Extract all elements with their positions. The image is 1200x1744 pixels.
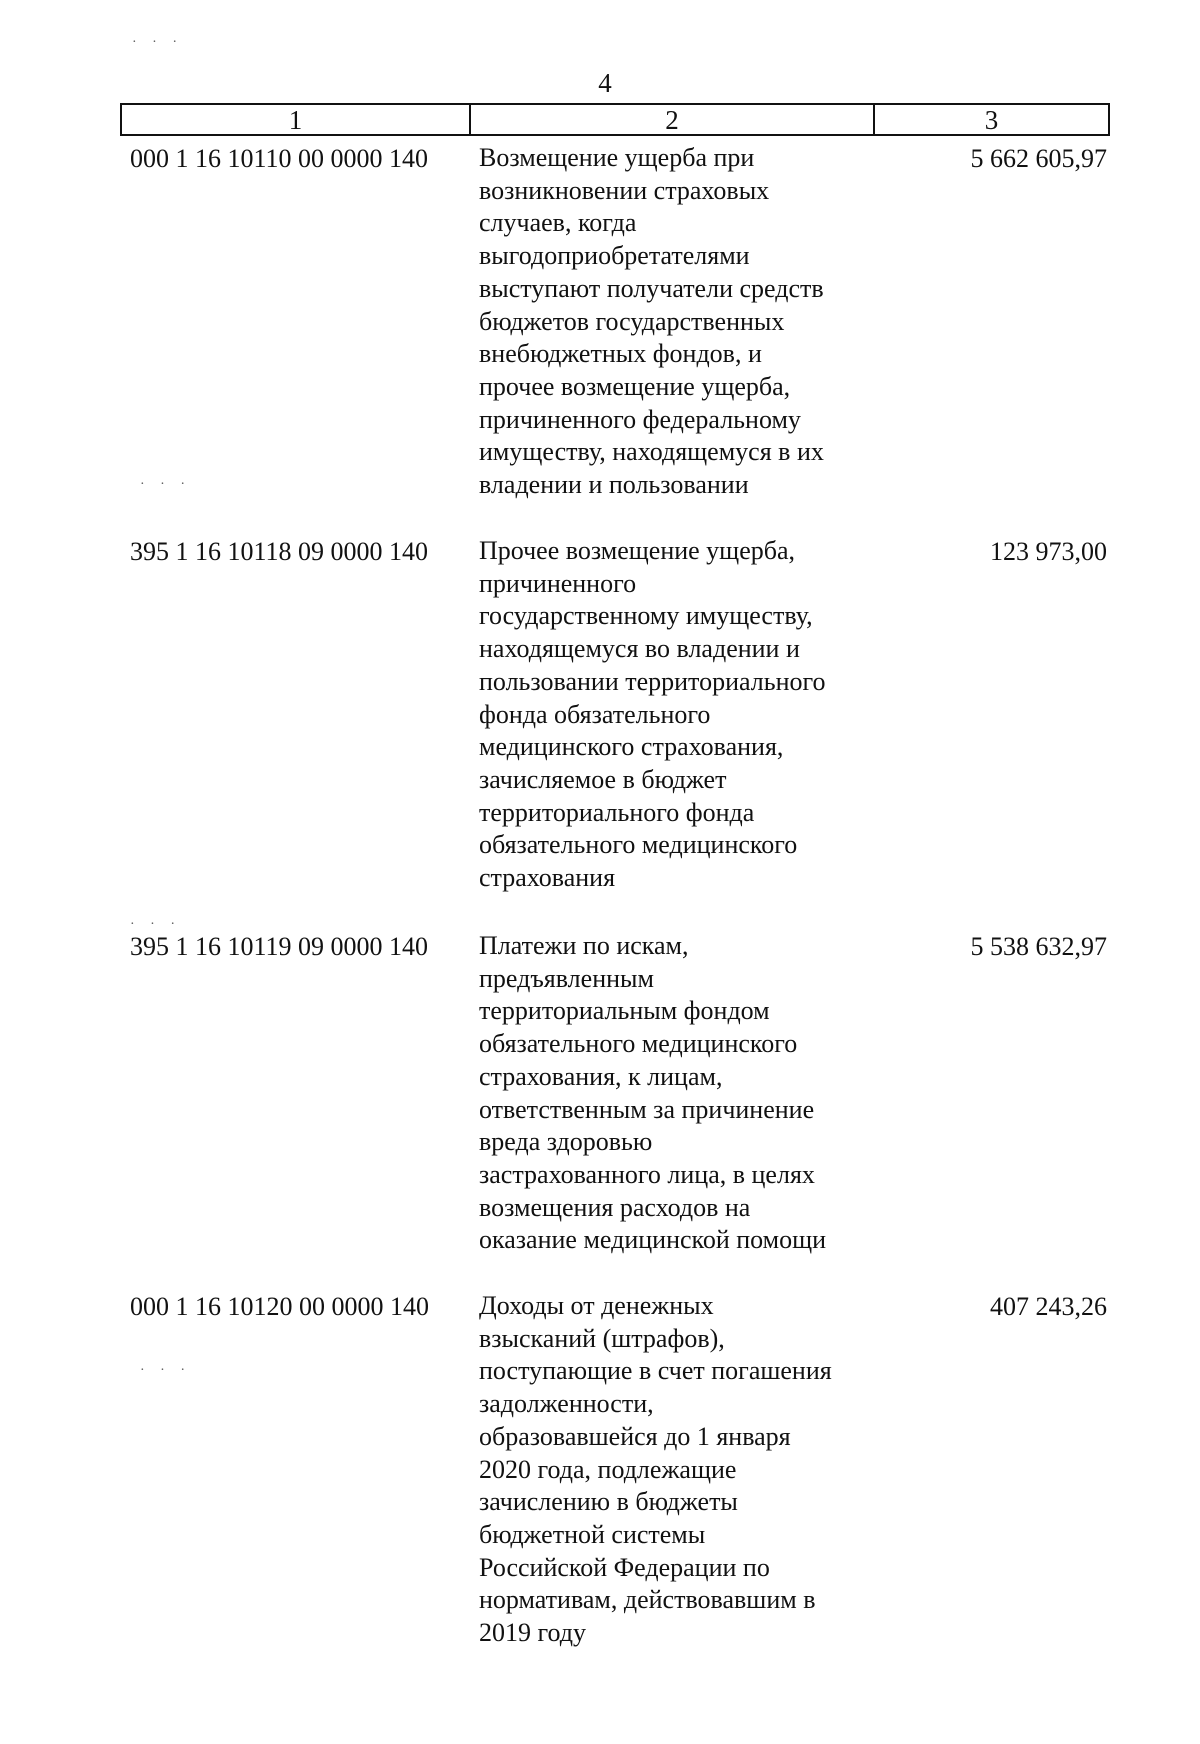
row-description [479,142,879,502]
description-line: образовавшейся до 1 января [479,1421,791,1451]
description-line: застрахованного лица, в целях [479,1159,815,1189]
scan-artifact-dots: · · · [130,917,181,932]
description-line: нормативам, действовавшим в [479,1585,816,1615]
row-amount: 5 538 632,97 [970,932,1107,961]
description-line: бюджетов государственных [479,306,785,336]
description-line: выступают получатели средств [479,273,824,303]
description-line: случаев, когда [479,208,637,238]
description-line: взысканий (штрафов), [479,1323,725,1353]
table-header-row [120,103,1110,136]
description-line: поступающие в счет погашения [479,1356,832,1386]
page-number: 4 [598,68,612,98]
description-line: вреда здоровью [479,1127,653,1157]
row-amount: 407 243,26 [990,1292,1107,1321]
description-line: возникновении страховых [479,175,770,205]
description-line: Российской Федерации по [479,1552,770,1582]
description-line: владении и пользовании [479,470,749,500]
description-line: имуществу, находящемуся в их [479,437,824,467]
description-line: территориальным фондом [479,996,770,1026]
description-line: страхования, к лицам, [479,1061,723,1091]
description-line: 2019 году [479,1618,586,1648]
scan-artifact-dots: · · · [132,35,183,50]
description-line: территориального фонда [479,797,755,827]
description-line: Доходы от денежных [479,1291,714,1320]
description-line: Прочее возмещение ущерба, [479,536,796,565]
description-line: обязательного медицинского [479,1029,798,1059]
description-line: государственному имуществу, [479,601,813,631]
row-description [479,1290,879,1650]
description-line: находящемуся во владении и [479,634,800,664]
description-line: ответственным за причинение [479,1094,815,1124]
budget-code: 000 1 16 10120 00 0000 140 [130,1292,429,1321]
description-line: оказание медицинской помощи [479,1225,827,1255]
column-header-2: 2 [471,105,875,134]
description-line: медицинского страхования, [479,732,784,762]
description-line: причиненного федеральному [479,404,801,434]
row-amount: 5 662 605,97 [970,144,1107,173]
budget-code: 000 1 16 10110 00 0000 140 [130,144,429,173]
budget-code: 395 1 16 10119 09 0000 140 [130,932,429,961]
description-line: прочее возмещение ущерба, [479,371,791,401]
budget-code: 395 1 16 10118 09 0000 140 [130,537,429,566]
scan-artifact-dots: · · · [140,477,191,492]
row-amount: 123 973,00 [990,537,1107,566]
scan-artifact-dots: · · · [140,1363,191,1378]
description-line: 2020 года, подлежащие [479,1454,737,1484]
description-line: страхования [479,863,616,893]
description-line: внебюджетных фондов, и [479,339,762,369]
description-line: пользовании территориального [479,666,826,696]
row-description [479,930,879,1257]
description-line: возмещения расходов на [479,1192,751,1222]
column-header-1: 1 [122,105,471,134]
description-line: причиненного [479,568,637,598]
description-line: Возмещение ущерба при [479,143,755,172]
description-line: предъявленным [479,963,654,993]
description-line: зачисляемое в бюджет [479,764,727,794]
description-line: фонда обязательного [479,699,711,729]
description-line: Платежи по искам, [479,931,689,960]
description-line: выгодоприобретателями [479,241,750,271]
row-description [479,535,879,895]
description-line: бюджетной системы [479,1519,706,1549]
description-line: задолженности, [479,1389,654,1419]
column-header-3: 3 [984,105,999,135]
description-line: обязательного медицинского [479,830,798,860]
description-line: зачислению в бюджеты [479,1487,738,1517]
